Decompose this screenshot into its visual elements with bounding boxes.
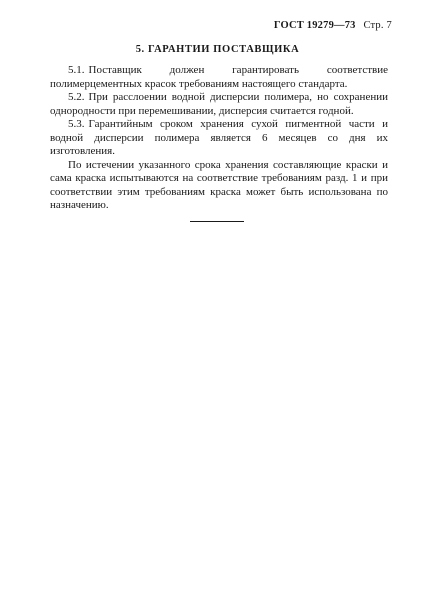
end-divider	[190, 221, 244, 222]
paragraph-5-2	[50, 91, 388, 118]
paragraph-expiry	[50, 159, 388, 213]
paragraph-number: 5.2.	[68, 91, 85, 103]
paragraph-number: 5.1.	[68, 64, 85, 76]
paragraph-text: Поставщик должен гарантировать соответствие полимерцементных красок требованиям настоящего стандарта.	[50, 64, 388, 90]
page-number: Стр. 7	[363, 20, 392, 31]
standard-number: ГОСТ 19279—73	[273, 20, 356, 31]
section-title: 5. ГАРАНТИИ ПОСТАВЩИКА	[135, 44, 300, 55]
paragraph-text: При расслоении водной дисперсии полимера, но сохранении однородности при перемешивании, дисперсия считается годной.	[50, 91, 388, 117]
paragraph-5-1	[50, 64, 388, 91]
section-body	[50, 64, 388, 213]
page-header	[274, 20, 392, 31]
paragraph-5-3	[50, 118, 388, 159]
paragraph-number: 5.3.	[68, 118, 85, 130]
paragraph-text: По истечении указанного срока хранения составляющие краски и сама краска испытываются на соответствие требованиям разд. 1 и при соответствии этим требованиям краска может быть использована по назначению.	[50, 158, 388, 211]
paragraph-text: Гарантийным сроком хранения сухой пигментной части и водной дисперсии полимера является 6 месяцев со дня их изготовления.	[50, 118, 388, 157]
